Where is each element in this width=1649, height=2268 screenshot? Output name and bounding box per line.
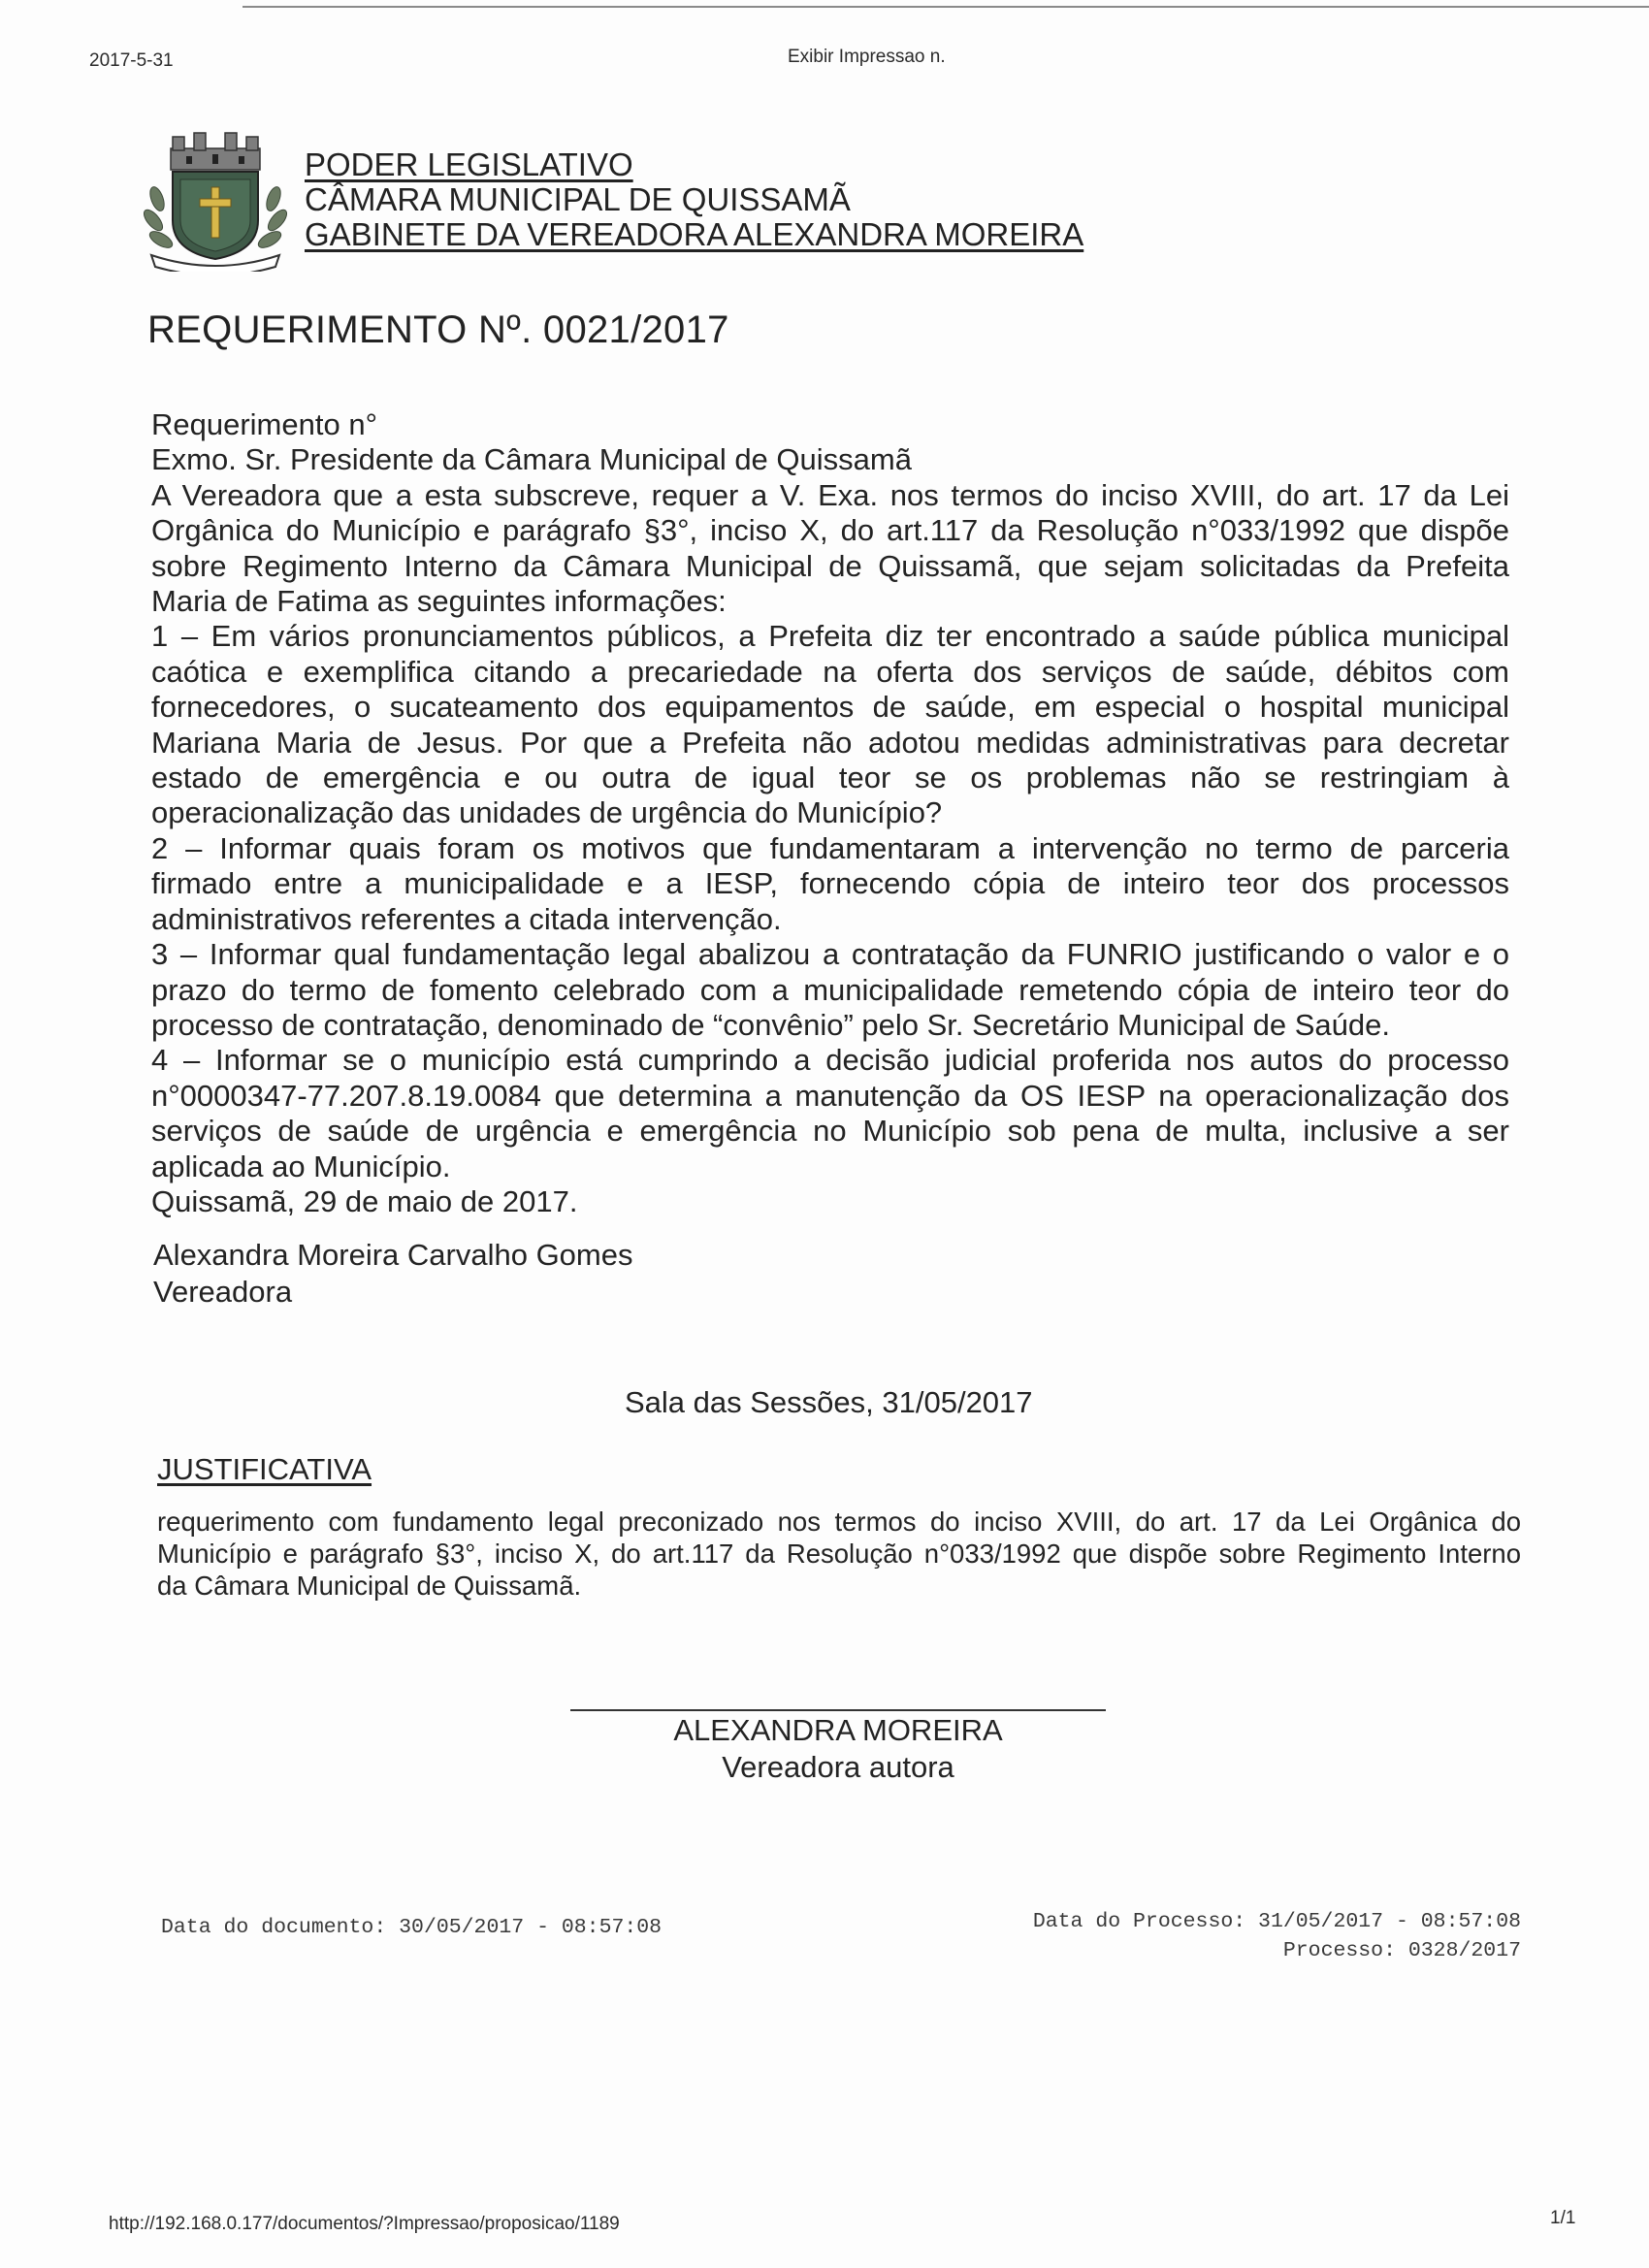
body-line: fornecedores, o sucateamento dos equipamentos de saúde, em especial o hospital municipal <box>151 690 1509 725</box>
signature-block <box>153 1237 633 1311</box>
footer-url: http://192.168.0.177/documentos/?Impressao/proposicao/1189 <box>109 2214 620 2234</box>
document-title: REQUERIMENTO Nº. 0021/2017 <box>147 308 729 351</box>
process-date: Data do Processo: 31/05/2017 - 08:57:08 <box>1032 1910 1521 1933</box>
body-line: Maria de Fatima as seguintes informações: <box>151 584 727 619</box>
justification-title: JUSTIFICATIVA <box>157 1452 372 1486</box>
signer-role: Vereadora <box>153 1275 293 1309</box>
justification-text <box>157 1506 1521 1602</box>
top-rule <box>242 6 1649 8</box>
print-date: 2017-5-31 <box>89 50 174 71</box>
body-line: 2 – Informar quais foram os motivos que fundamentaram a intervenção no termo de parceria <box>151 830 1509 865</box>
justification-line: da Câmara Municipal de Quissamã. <box>157 1571 582 1601</box>
process-number: Processo: 0328/2017 <box>1282 1939 1521 1962</box>
body-line: Mariana Maria de Jesus. Por que a Prefeita não adotou medidas administrativas para decretar <box>151 725 1509 760</box>
body-line: sobre Regimento Interno da Câmara Municipal de Quissamã, que sejam solicitadas da Prefeita <box>151 548 1509 583</box>
author-block <box>570 1712 1106 1786</box>
body-line: 4 – Informar se o município está cumprindo a decisão judicial proferida nos autos do processo <box>151 1043 1509 1078</box>
municipal-crest-icon <box>144 131 287 272</box>
body-line: estado de emergência e ou outra de igual teor se os problemas não se restringiam à <box>151 761 1509 795</box>
sessions-date: Sala das Sessões, 31/05/2017 <box>625 1385 1033 1419</box>
body-line: prazo do termo de fomento celebrado com a municipalidade remetendo cópia de inteiro teor do <box>151 972 1509 1007</box>
org-name-line1: PODER LEGISLATIVO <box>305 146 633 182</box>
body-line: A Vereadora que a esta subscreve, requer a V. Exa. nos termos do inciso XVIII, do art. 17 da Lei <box>151 477 1509 512</box>
body-line: 1 – Em vários pronunciamentos públicos, a Prefeita diz ter encontrado a saúde pública municipal <box>151 619 1509 654</box>
body-line: serviços de saúde de urgência e emergência no Município sob pena de multa, inclusive a ser <box>151 1114 1509 1149</box>
body-line: Quissamã, 29 de maio de 2017. <box>151 1183 578 1218</box>
body-line: firmado entre a municipalidade e a IESP, fornecendo cópia de inteiro teor dos processos <box>151 866 1509 901</box>
author-role: Vereadora autora <box>722 1750 954 1784</box>
body-line: operacionalização das unidades de urgência do Município? <box>151 795 943 830</box>
body-line: processo de contratação, denominado de “convênio” pelo Sr. Secretário Municipal de Saúde. <box>151 1007 1390 1042</box>
request-body <box>151 407 1509 1219</box>
body-line: caótica e exemplifica citando a precariedade na oferta dos serviços de saúde, débitos com <box>151 654 1509 689</box>
print-view-label: Exibir Impressao n. <box>788 47 946 67</box>
body-line: 3 – Informar qual fundamentação legal abalizou a contratação da FUNRIO justificando o valor e o <box>151 937 1509 972</box>
body-line: n°0000347-77.207.8.19.0084 que determina a manutenção da OS IESP na operacionalização dos <box>151 1078 1509 1113</box>
body-line: aplicada ao Município. <box>151 1149 451 1183</box>
body-line: Exmo. Sr. Presidente da Câmara Municipal de Quissamã <box>151 442 912 477</box>
signer-name: Alexandra Moreira Carvalho Gomes <box>153 1238 633 1272</box>
process-info <box>1033 1907 1521 1965</box>
body-line: administrativos referentes a citada intervenção. <box>151 901 782 936</box>
justification-line: Município e parágrafo §3°, inciso X, do art.117 da Resolução n°033/1992 que dispõe sobre Regimento Interno <box>157 1539 1521 1569</box>
org-name-line3: GABINETE DA VEREADORA ALEXANDRA MOREIRA <box>305 216 1084 252</box>
body-line: Orgânica do Município e parágrafo §3°, inciso X, do art.117 da Resolução n°033/1992 que dispõe <box>151 513 1509 548</box>
body-line: Requerimento n° <box>151 407 377 441</box>
organization-header <box>305 147 1083 252</box>
signature-line <box>570 1709 1106 1711</box>
author-name: ALEXANDRA MOREIRA <box>673 1713 1003 1747</box>
document-date: Data do documento: 30/05/2017 - 08:57:08 <box>161 1916 663 1939</box>
justification-line: requerimento com fundamento legal preconizado nos termos do inciso XVIII, do art. 17 da Lei Orgânica do <box>157 1507 1521 1537</box>
org-name-line2: CÂMARA MUNICIPAL DE QUISSAMÃ <box>305 181 851 217</box>
footer-page-number: 1/1 <box>1550 2208 1576 2228</box>
